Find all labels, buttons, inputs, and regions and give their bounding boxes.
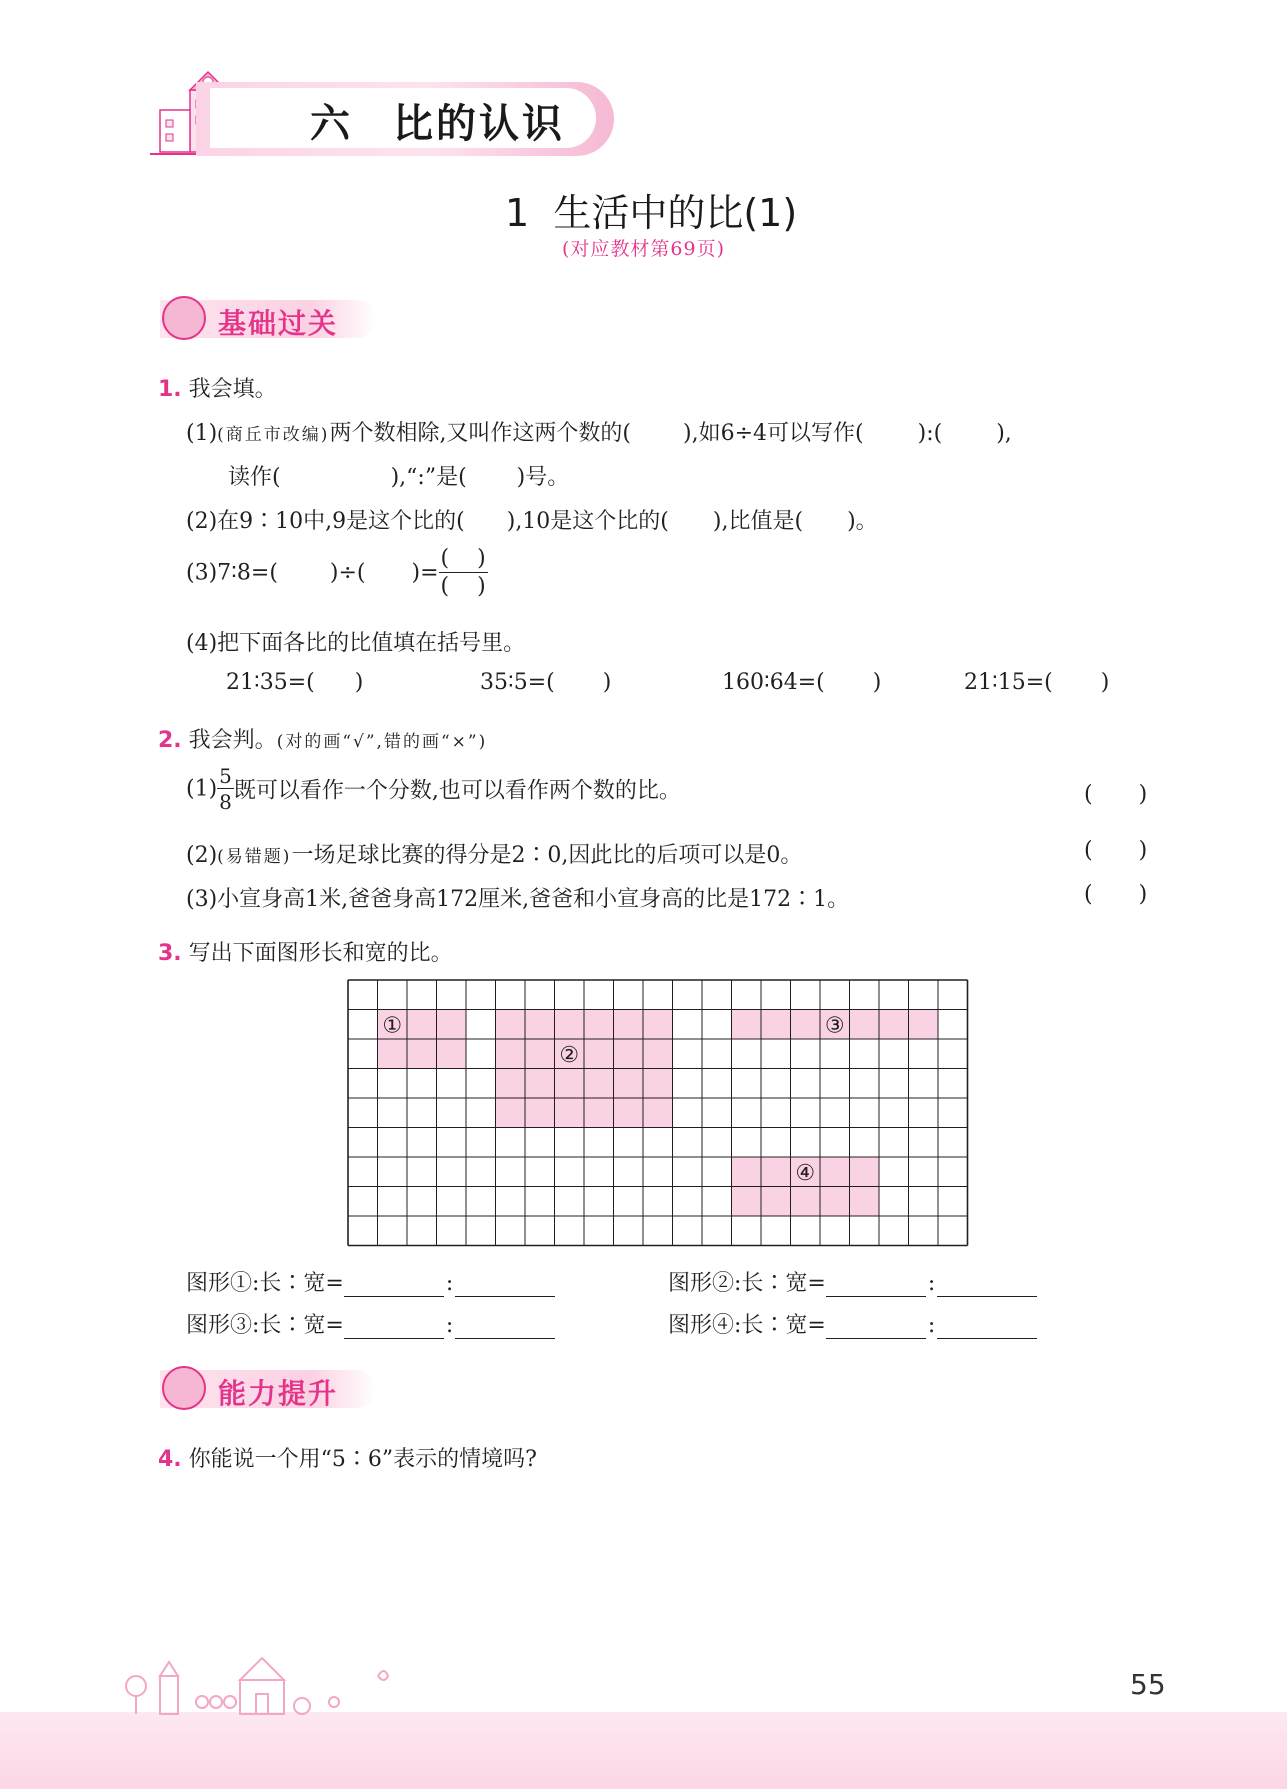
q3-answer-colon: : [445,1313,454,1338]
q1-prompt [158,372,277,403]
answer-line-length[interactable] [826,1272,926,1297]
q3-answer-colon: : [445,1271,454,1296]
answer-line-length[interactable] [344,1314,444,1339]
q1-part1-line2 [228,460,569,491]
paren-open: ( [1084,782,1093,807]
chapter-title [310,92,565,149]
q4-number: 4. [158,1447,182,1472]
chapter-name: 比的认识 [393,101,565,147]
lesson-subtitle: (对应教材第69页) [562,238,726,260]
paren-close: ) [1138,882,1148,907]
ratio-item-close: ) [354,670,364,695]
fraction-numerator-blank[interactable]: ( ) [440,546,486,571]
judge-answer-box[interactable] [1084,782,1147,807]
q1-p1-source: (商丘市改编) [217,425,330,445]
q1-p2-text-b: ),10是这个比的( [506,509,669,534]
fraction-denominator: 8 [219,790,232,814]
ratio-item-text: 21∶35=( [226,670,315,695]
paren-open: ( [1084,838,1093,863]
paren-open: ( [1084,882,1093,907]
q1-part1-line1 [186,416,1012,447]
q3-answer-4 [668,1308,1037,1339]
q2-s2-source: (易错题) [217,847,292,867]
ratio-item-text: 21∶15=( [964,670,1053,695]
q3-prompt [158,936,453,967]
ratio-item-text: 160∶64=( [722,670,825,695]
q2-statement1 [186,766,681,812]
q1-p2-text-a: (2)在9∶10中,9是这个比的( [186,509,465,534]
q3-text: 写出下面图形长和宽的比。 [188,941,453,966]
ratio-item-text: 35∶5=( [480,670,555,695]
q1-p3-text-a: (3)7∶8=( [186,560,278,586]
q2-hint: (对的画“√”,错的画“×”) [276,732,488,752]
q2-text: 我会判。 [188,728,277,753]
judge-answer-box[interactable] [1084,882,1147,907]
ratio-item [722,670,881,695]
q3-answer-label: 图形②:长∶宽= [668,1271,826,1296]
q3-answer-1 [186,1266,555,1297]
shape-label-1: ① [382,1013,403,1039]
paren-close: ) [1138,838,1148,863]
shape-label-4: ④ [795,1160,816,1186]
section-advanced [160,1370,376,1408]
q3-answer-label: 图形④:长∶宽= [668,1313,826,1338]
q1-part4 [186,626,525,657]
ratio-item [226,670,363,695]
q3-answer-label: 图形①:长∶宽= [186,1271,344,1296]
q1-part2 [186,504,878,535]
q1-p1-text-a: 两个数相除,又叫作这两个数的( [329,421,632,446]
page-number: 55 [1130,1668,1166,1701]
answer-line-width[interactable] [937,1272,1037,1297]
q3-answer-label: 图形③:长∶宽= [186,1313,344,1338]
chapter-number: 六 [310,101,353,147]
answer-line-length[interactable] [344,1272,444,1297]
q3-answer-3 [186,1308,555,1339]
q3-number: 3. [158,941,182,966]
shape-label-3: ③ [824,1013,845,1039]
q2-s2-label: (2) [186,843,218,868]
q2-statement3 [186,882,849,913]
q1-p1-text-e: 读作( [228,465,281,490]
rectangle-grid [347,979,969,1247]
lesson-title: 1 生活中的比(1) [505,191,798,235]
q2-s3-text: (3)小宣身高1米,爸爸身高172厘米,爸爸和小宣身高的比是172∶1。 [186,887,850,912]
fraction-5-8 [217,766,234,812]
ratio-item-close: ) [1100,670,1110,695]
q1-p3-text-b: )÷( [329,560,366,586]
answer-line-length[interactable] [826,1314,926,1339]
shape-label-2: ② [559,1042,580,1068]
answer-fraction[interactable] [439,548,488,598]
q2-s2-text: 一场足球比赛的得分是2∶0,因此比的后项可以是0。 [291,843,803,868]
globe-icon [162,296,206,340]
footer-illustration [120,1640,390,1724]
q3-answer-2 [668,1266,1037,1297]
ratio-item [480,670,611,695]
q2-statement2 [186,838,802,869]
q1-p4-text: (4)把下面各比的比值填在括号里。 [186,631,526,656]
section-basic [160,300,376,338]
q1-p1-text-f: ),“:”是( [390,465,467,490]
q1-p1-text-c: ):( [917,421,943,446]
fraction-denominator-blank[interactable]: ( ) [440,574,486,599]
q2-number: 2. [158,728,182,753]
q2-s1-text: 既可以看作一个分数,也可以看作两个数的比。 [233,778,681,804]
q1-part3 [186,548,488,598]
answer-line-width[interactable] [455,1272,555,1297]
q3-answer-colon: : [927,1271,936,1296]
q1-number: 1. [158,377,182,402]
q2-s1-label: (1) [186,776,218,802]
q1-p1-text-d: ), [996,421,1012,446]
character-face-icon [162,1366,206,1410]
section-advanced-label: 能力提升 [218,1377,339,1410]
q4-prompt [158,1442,537,1473]
q1-p1-text-g: )号。 [516,465,570,490]
judge-answer-box[interactable] [1084,838,1147,863]
answer-line-width[interactable] [455,1314,555,1339]
town-doodle-icon [120,1640,390,1720]
section-basic-label: 基础过关 [218,307,339,340]
q1-p1-label: (1) [186,421,218,446]
paren-close: ) [1138,782,1148,807]
answer-line-width[interactable] [937,1314,1037,1339]
q1-p2-text-d: )。 [847,509,878,534]
q1-p3-text-c: )= [411,560,439,586]
q2-prompt [158,723,487,754]
q1-text: 我会填。 [188,377,277,402]
q1-p1-text-b: ),如6÷4可以写作( [683,421,864,446]
ratio-item [964,670,1109,695]
q4-text: 你能说一个用“5∶6”表示的情境吗? [188,1447,537,1472]
q1-p2-text-c: ),比值是( [712,509,804,534]
q3-answer-colon: : [927,1313,936,1338]
ratio-item-close: ) [872,670,882,695]
ratio-item-close: ) [602,670,612,695]
fraction-numerator: 5 [219,764,232,788]
